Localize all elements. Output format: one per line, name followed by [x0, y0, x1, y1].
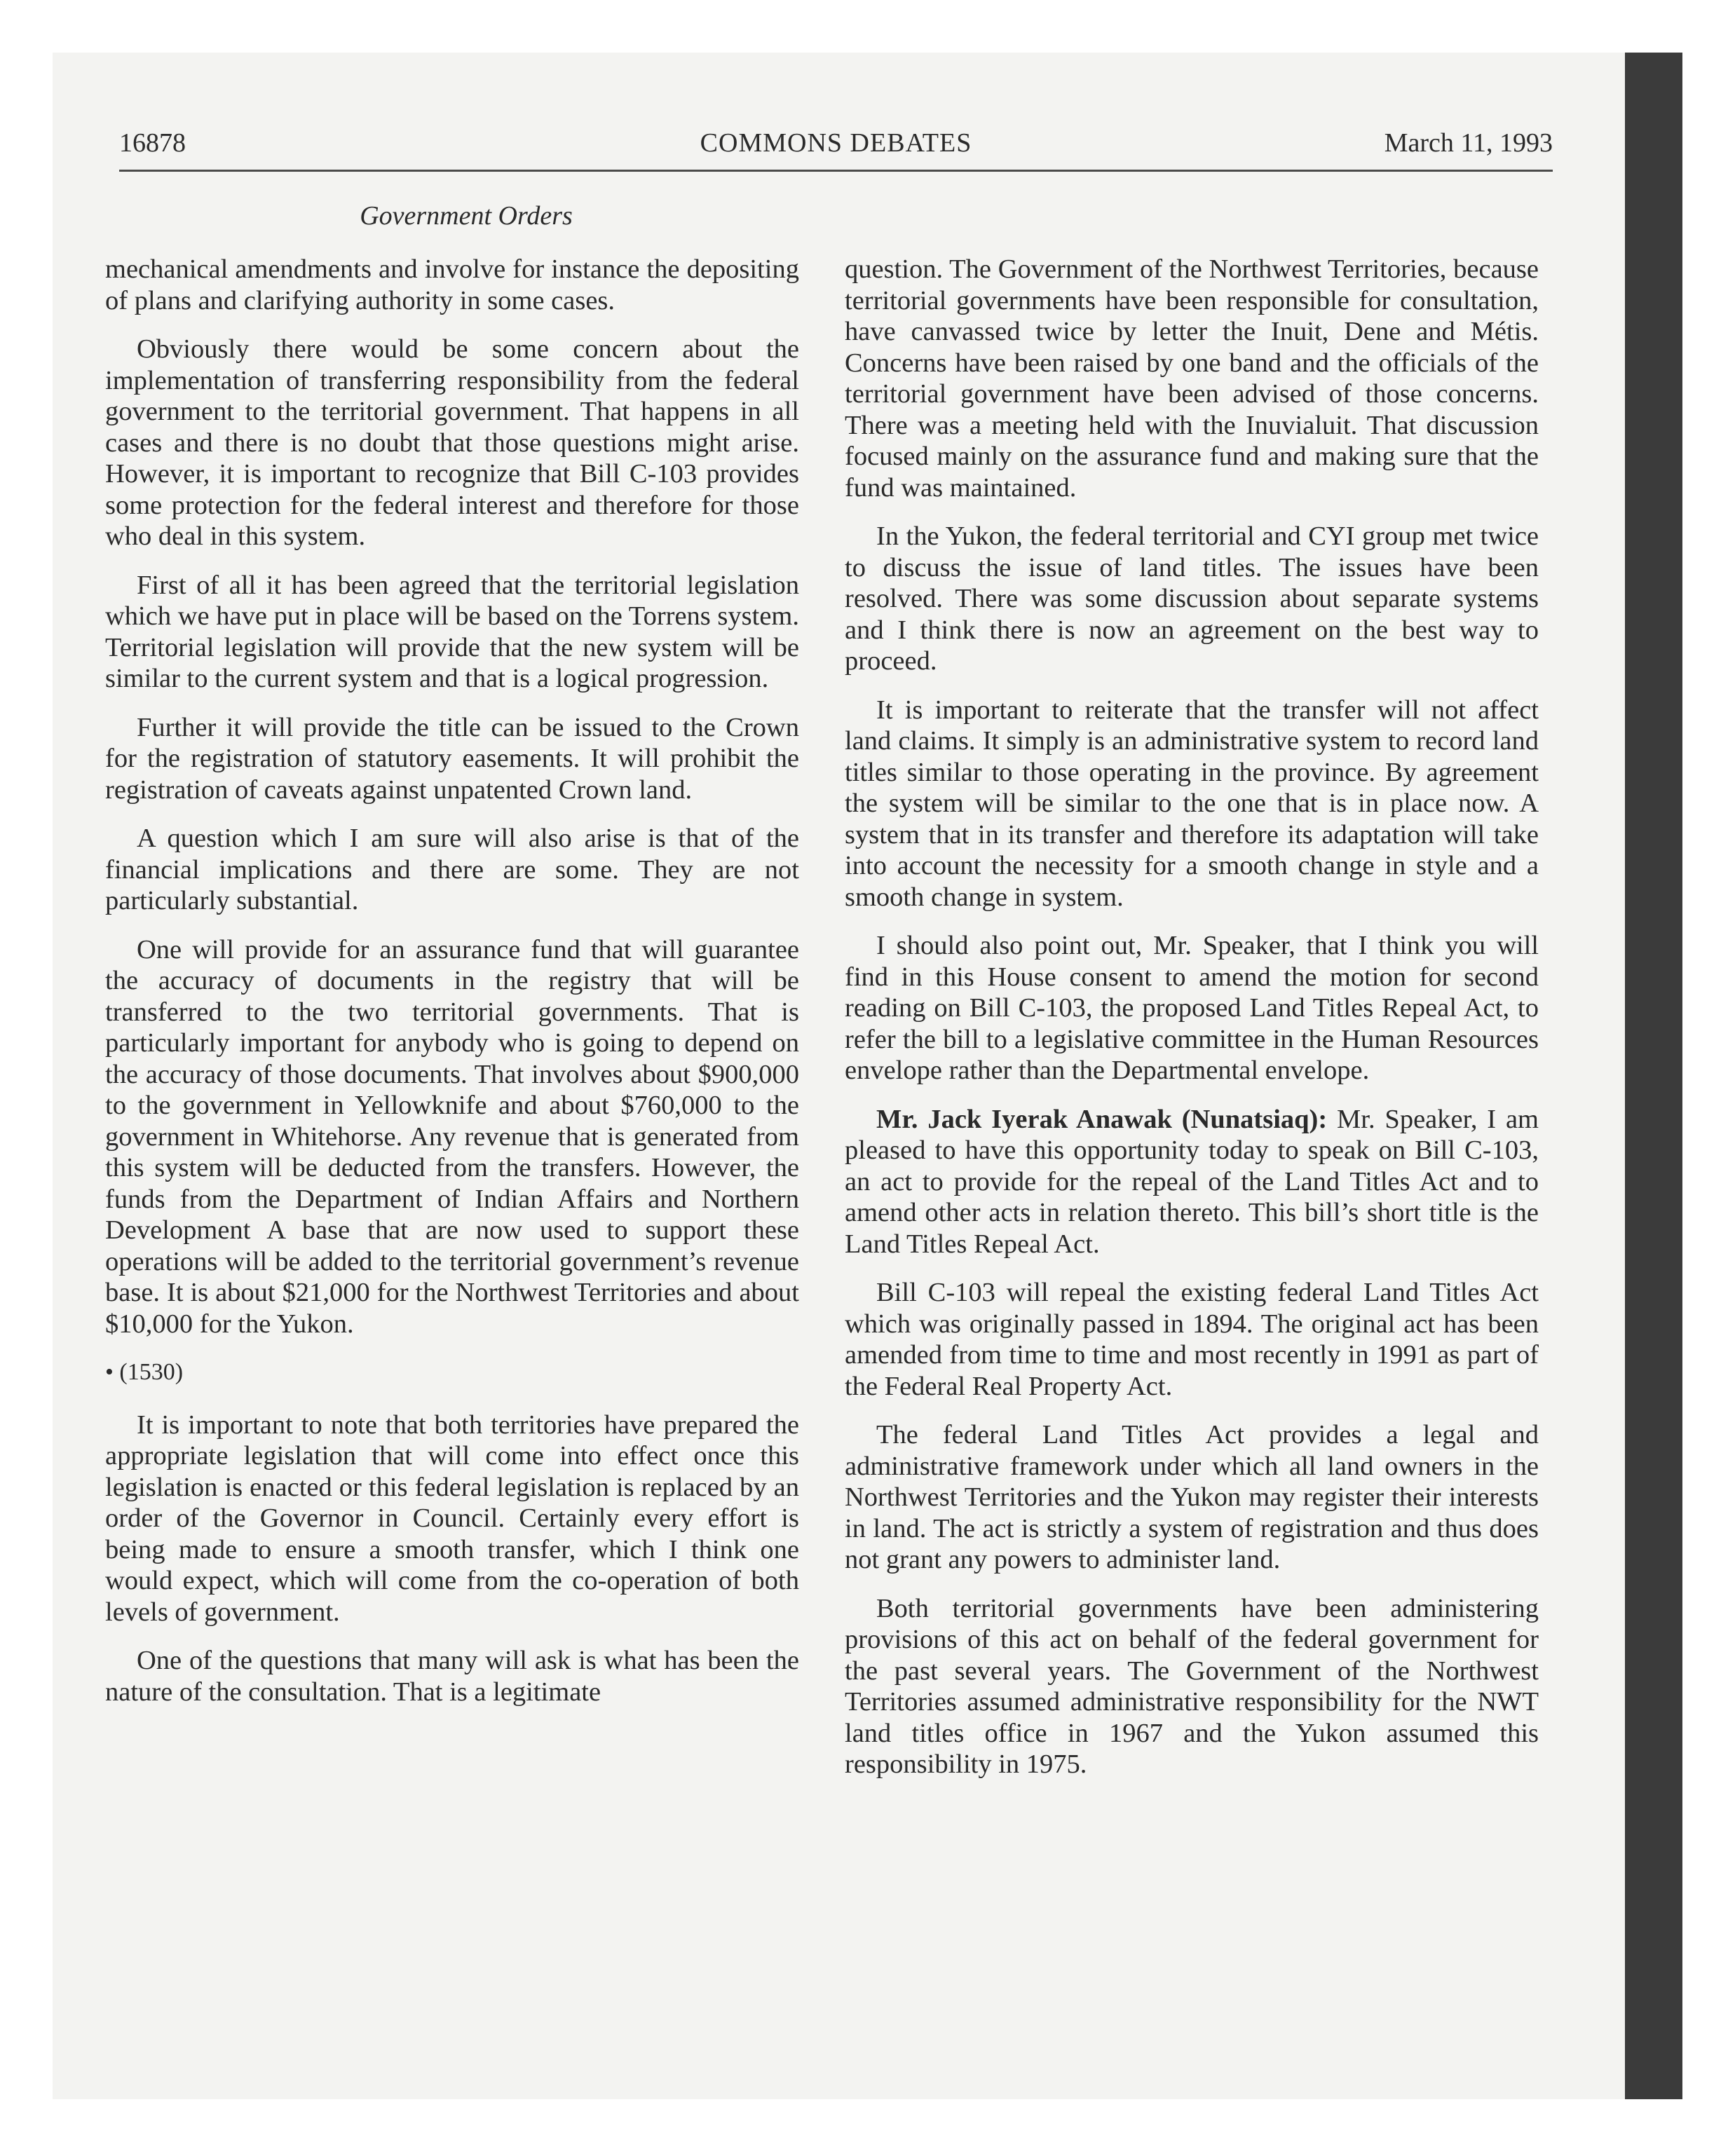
section-label: Government Orders — [360, 201, 573, 231]
paragraph: In the Yukon, the federal territorial and CYI group met twice to discuss the issue of land titles. The issues have been resolved. There was some discussion about separate systems and I think there is now an agreement on the best way to proceed. — [845, 521, 1539, 676]
speech-text: Mr. Speaker, I am pleased to have this opportunity today to speak on Bill C-103, an act to provide for the repeal of the Land Titles Act and to amend other acts in relation thereto. This bill’s short title is the Land Titles Repeal Act. — [845, 1104, 1539, 1259]
paragraph: I should also point out, Mr. Speaker, that I think you will find in this House consent to amend the motion for second reading on Bill C-103, the proposed Land Titles Repeal Act, to refer the bill to a legislative committee in the Human Resources envelope rather than the Departmental envelope. — [845, 931, 1539, 1085]
page-number: 16878 — [119, 128, 186, 158]
paragraph: It is important to reiterate that the transfer will not affect land claims. It simply is an administrative system to record land titles similar to those operating in the province. By agreement the system will be similar to the one that is in place now. A system that in its transfer and therefore its adaptation will take into account the necessity for a smooth change in style and a smooth change in system. — [845, 695, 1539, 912]
speech-paragraph — [845, 1104, 1539, 1260]
paragraph: A question which I am sure will also arise is that of the financial implications and there are some. They are not particularly substantial. — [105, 824, 799, 915]
right-column — [845, 254, 1539, 1798]
debate-date: March 11, 1993 — [1384, 128, 1553, 158]
paragraph: question. The Government of the Northwest Territories, because territorial governments have been responsible for consultation, have canvassed twice by letter the Inuit, Dene and Métis. Concerns have been raised by one band and the officials of the territorial government have been advised of those concerns. There was a meeting held with the Inuvialuit. That discussion focused mainly on the assurance fund and making sure that the fund was maintained. — [845, 254, 1539, 503]
running-header — [119, 128, 1553, 172]
paragraph: First of all it has been agreed that the territorial legislation which we have put in place will be based on the Torrens system. Territorial legislation will provide that the new system will be similar to the current system and that is a logical progression. — [105, 570, 799, 693]
paragraph: One of the questions that many will ask is what has been the nature of the consultation. That is a legitimate — [105, 1646, 799, 1707]
paragraph: Both territorial governments have been administering provisions of this act on behalf of the federal government for the past several years. The Government of the Northwest Territories assumed administrative responsibility for the NWT land titles office in 1967 and the Yukon assumed this responsibility in 1975. — [845, 1593, 1539, 1779]
paragraph: Obviously there would be some concern about the implementation of transferring responsibility from the federal government to the territorial government. That happens in all cases and there is no doubt that those questions might arise. However, it is important to recognize that Bill C-103 provides some protection for the federal interest and therefore for those who deal in this system. — [105, 334, 799, 551]
paragraph: It is important to note that both territories have prepared the appropriate legislation that will come into effect once this legislation is enacted or this federal legislation is replaced by an order of the Governor in Council. Certainly every effort is being made to ensure a smooth transfer, which I think one would expect, which will come from the co-operation of both levels of government. — [105, 1410, 799, 1627]
paragraph: The federal Land Titles Act provides a legal and administrative framework under which all land owners in the Northwest Territories and the Yukon may register their interests in land. The act is strictly a system of registration and thus does not grant any powers to administer land. — [845, 1420, 1539, 1574]
time-marker: • (1530) — [105, 1359, 184, 1385]
paragraph: Bill C-103 will repeal the existing federal Land Titles Act which was originally passed in 1894. The original act has been amended from time to time and most recently in 1991 as part of the Federal Real Property Act. — [845, 1278, 1539, 1401]
scan-edge-shadow — [1625, 53, 1682, 2099]
paragraph: Further it will provide the title can be issued to the Crown for the registration of statutory easements. It will prohibit the registration of caveats against unpatented Crown land. — [105, 712, 799, 805]
left-column — [105, 254, 799, 1725]
speaker-name: Mr. Jack Iyerak Anawak (Nunatsiaq): — [876, 1104, 1328, 1134]
paragraph: mechanical amendments and involve for instance the depositing of plans and clarifying authority in some cases. — [105, 254, 799, 315]
publication-title: COMMONS DEBATES — [700, 128, 972, 158]
paragraph: One will provide for an assurance fund that will guarantee the accuracy of documents in the registry that will be transferred to the two territorial governments. That is particularly important for anybody who is going to depend on the accuracy of those documents. That involves about $900,000 to the government in Yellowknife and about $760,000 to the government in Whitehorse. Any revenue that is generated from this system will be deducted from the transfers. However, the funds from the Department of Indian Affairs and Northern Development A base that are now used to support these operations will be added to the territorial government’s revenue base. It is about $21,000 for the Northwest Territories and about $10,000 for the Yukon. — [105, 934, 799, 1339]
